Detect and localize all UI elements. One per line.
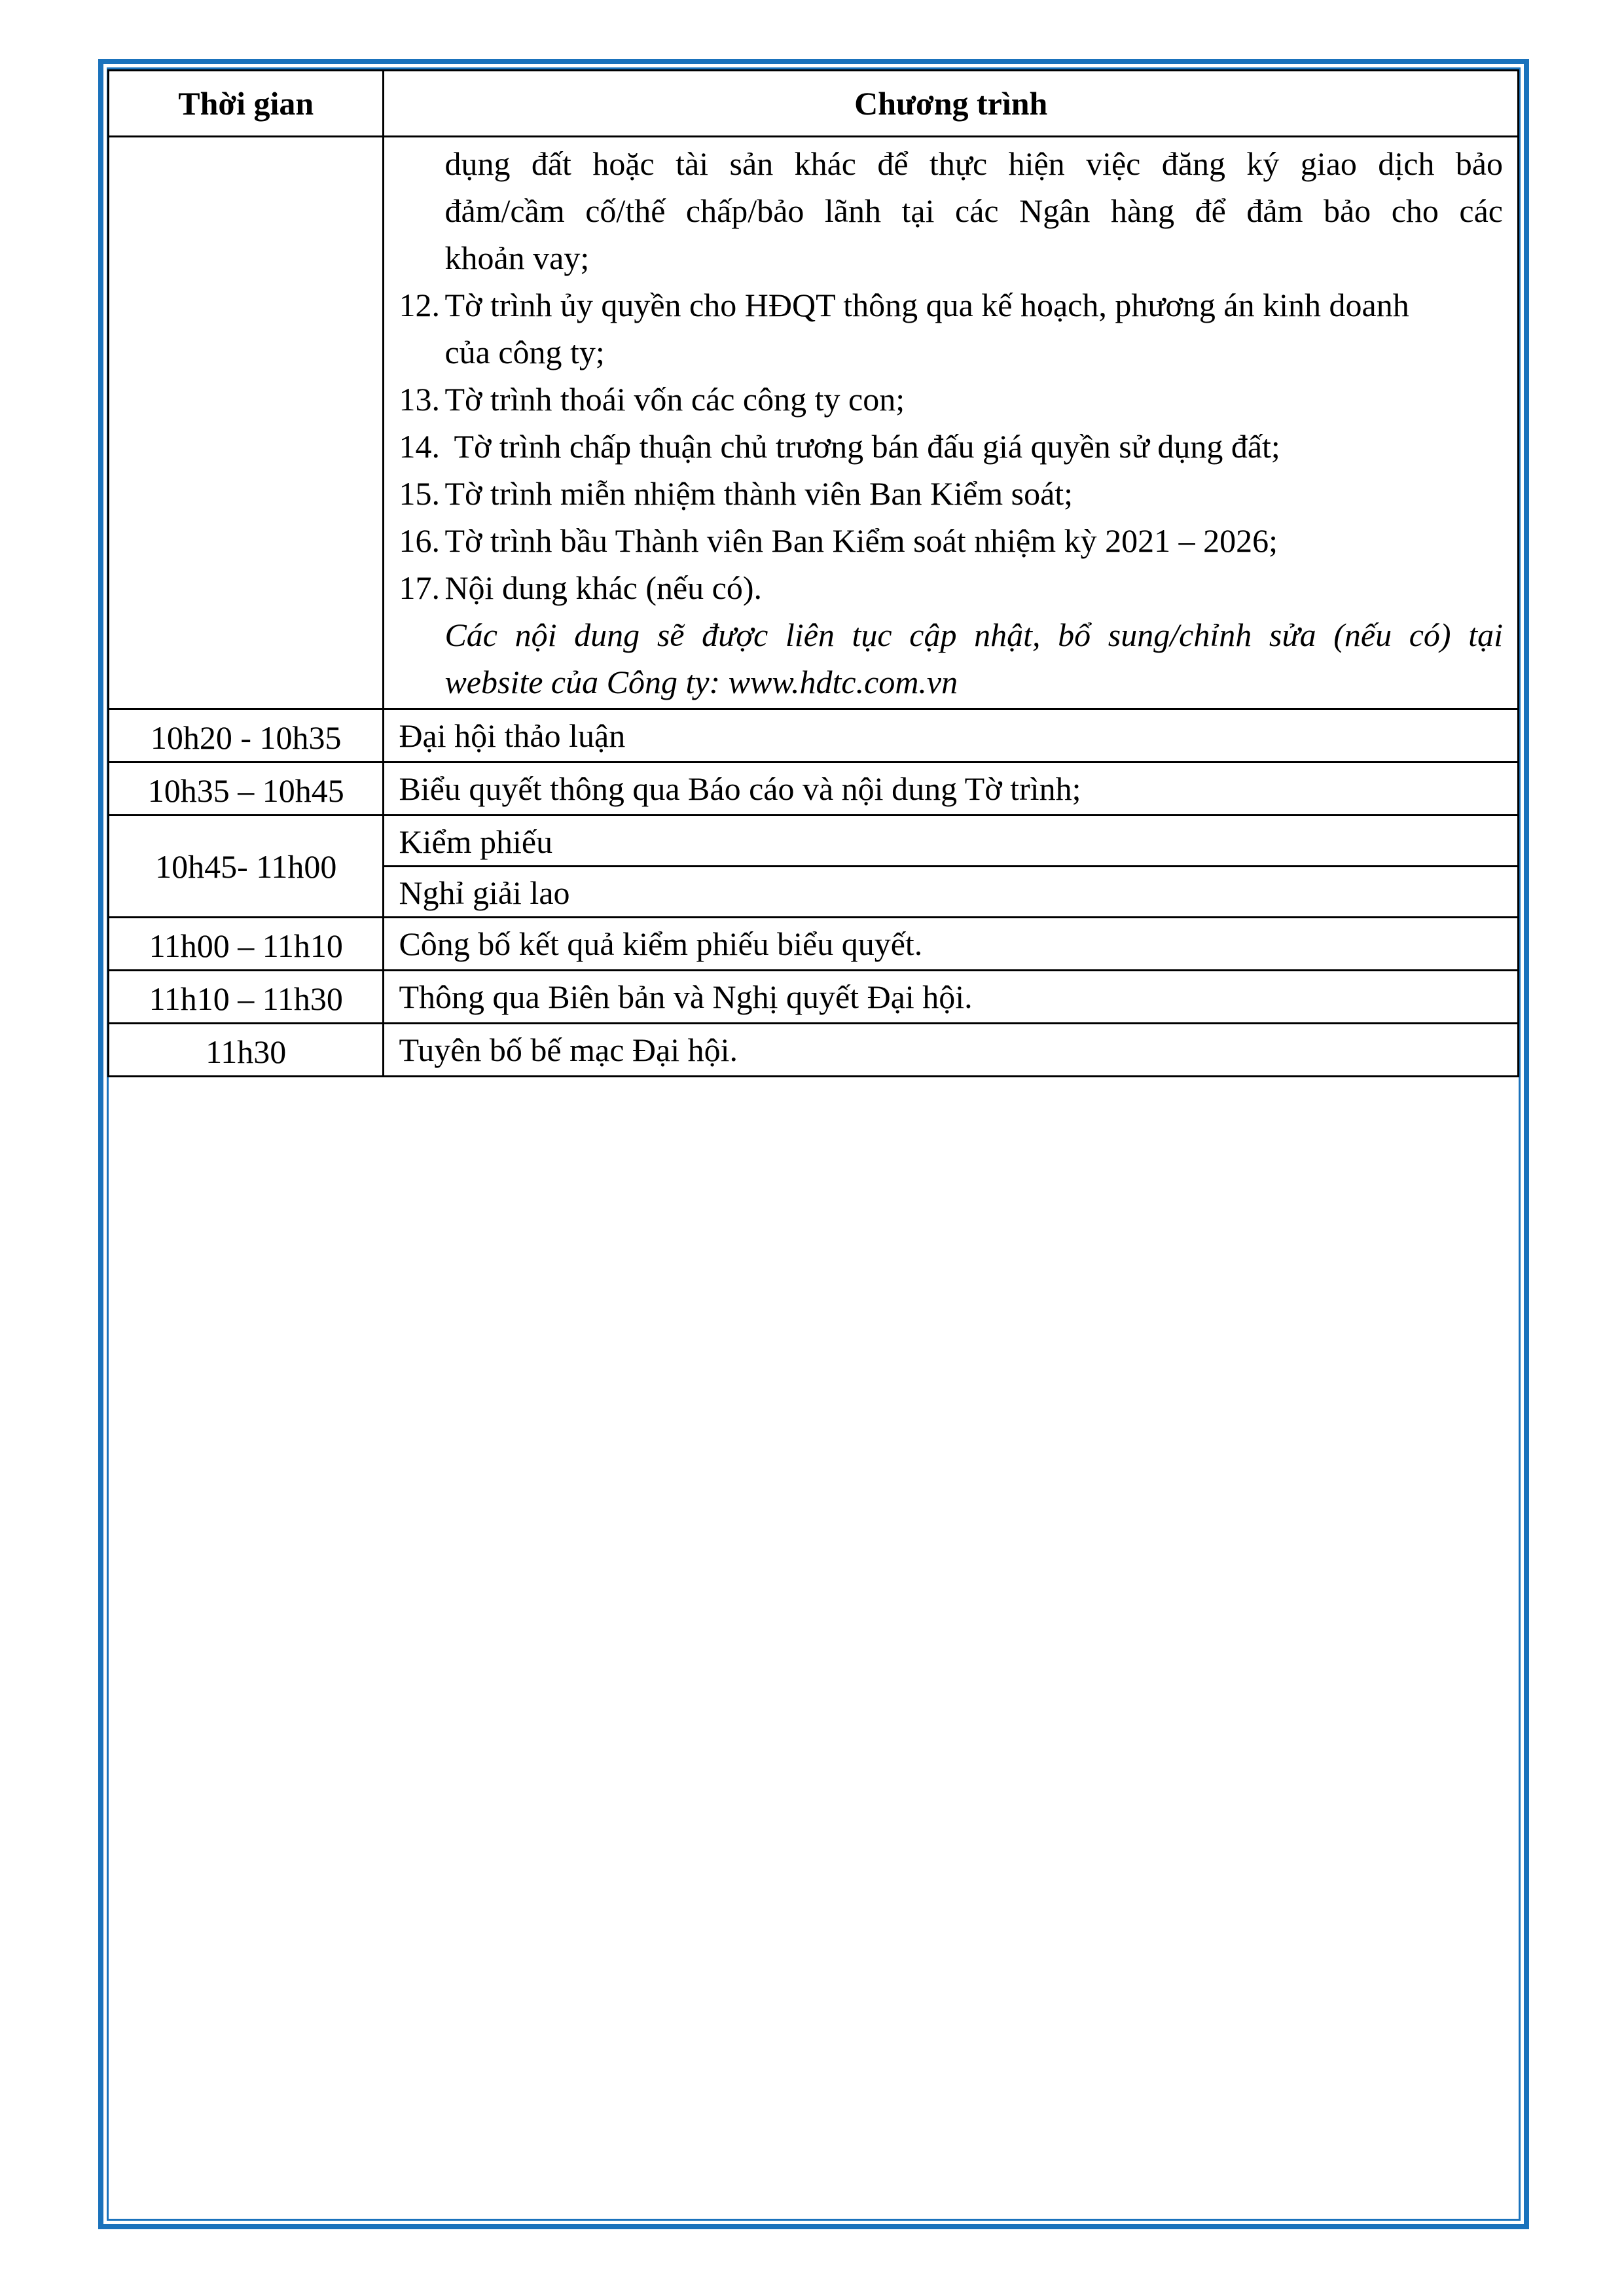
program-cell: Đại hội thảo luận [384,709,1519,762]
program-cell: Công bố kết quả kiểm phiếu biểu quyết. [384,918,1519,971]
table-row [109,762,1519,816]
time-cell: 11h30 [109,1024,384,1077]
list-item-text: của công ty; [444,334,605,370]
list-item [399,376,1503,423]
continued-line: đảm/cầm cố/thế chấp/bảo lãnh tại các Ngân hàng để đảm bảo cho các [444,192,1503,229]
continued-line: khoản vay; [444,240,590,276]
list-item-number: 16. [399,522,440,559]
time-cell: 10h45- 11h00 [109,816,384,918]
list-item-number: 15. [399,475,440,512]
continued-line: dụng đất hoặc tài sản khác để thực hiện việc đăng ký giao dịch bảo [444,145,1503,182]
list-item-text: Tờ trình thoái vốn các công ty con; [444,381,905,418]
time-cell: 11h00 – 11h10 [109,918,384,971]
program-cell-continued [384,137,1519,709]
list-item-number: 17. [399,569,440,606]
list-item [399,517,1503,564]
table-row [109,971,1519,1024]
update-note: Các nội dung sẽ được liên tục cập nhật, bổ sung/chỉnh sửa (nếu có) tại [444,617,1503,653]
list-item-text: Tờ trình bầu Thành viên Ban Kiểm soát nhiệm kỳ 2021 – 2026; [444,522,1278,559]
program-cell: Thông qua Biên bản và Nghị quyết Đại hội. [384,971,1519,1024]
table-row [109,918,1519,971]
program-cell: Kiểm phiếu [384,816,1519,867]
list-item-text: Tờ trình ủy quyền cho HĐQT thông qua kế hoạch, phương án kinh doanh [444,287,1409,323]
list-item-number: 12. [399,287,440,323]
program-column-header: Chương trình [384,71,1519,137]
table-row [109,137,1519,709]
agenda-table [107,69,1519,1077]
time-column-header: Thời gian [109,71,384,137]
time-cell: 10h35 – 10h45 [109,762,384,816]
program-cell: Tuyên bố bế mạc Đại hội. [384,1024,1519,1077]
list-item-text: Tờ trình miễn nhiệm thành viên Ban Kiểm soát; [444,475,1074,512]
list-item [399,281,1503,376]
list-item [399,423,1503,470]
time-cell [109,137,384,709]
website-note: website của Công ty: www.hdtc.com.vn [444,664,958,700]
list-item [399,564,1503,611]
list-item-number: 14. [399,428,440,465]
table-row [109,709,1519,762]
list-item [399,470,1503,517]
program-cell: Nghỉ giải lao [384,867,1519,918]
list-item-text: Tờ trình chấp thuận chủ trương bán đấu giá quyền sử dụng đất; [454,428,1280,465]
table-row [109,1024,1519,1077]
time-cell: 11h10 – 11h30 [109,971,384,1024]
time-cell: 10h20 - 10h35 [109,709,384,762]
table-header-row [109,71,1519,137]
program-cell: Biểu quyết thông qua Báo cáo và nội dung Tờ trình; [384,762,1519,816]
list-item-text: Nội dung khác (nếu có). [444,569,763,606]
list-item-number: 13. [399,381,440,418]
table-row [109,816,1519,867]
